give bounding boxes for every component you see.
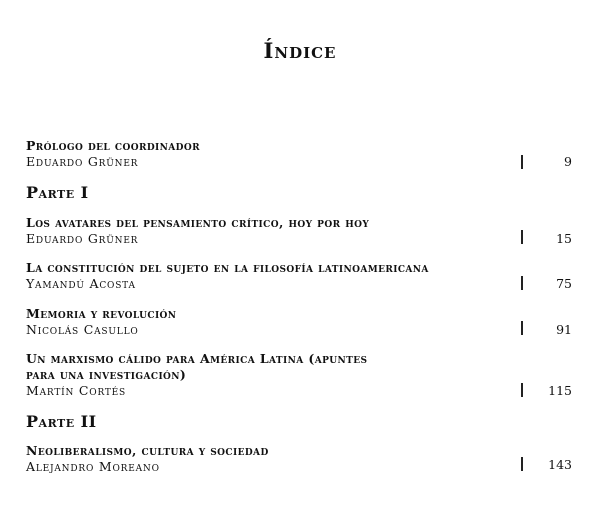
entry-title: Un marxismo cálido para América Latina (apuntes (26, 351, 368, 366)
separator-bar (521, 155, 523, 169)
entry-author: Alejandro Moreano (26, 459, 160, 474)
separator-bar (521, 457, 523, 471)
entry-title: Neoliberalismo, cultura y sociedad (26, 443, 269, 458)
entry-author: Eduardo Grüner (26, 231, 139, 246)
entry-title: La constitución del sujeto en la filosofía latinoamericana (26, 260, 429, 275)
entry-author: Martín Cortés (26, 383, 127, 398)
entry-author: Nicolás Casullo (26, 322, 139, 337)
part-heading: Parte I (26, 183, 89, 202)
entry-title-line2: para una investigación) (26, 367, 187, 382)
entry-title: Los avatares del pensamiento crítico, hoy por hoy (26, 215, 370, 230)
entry-page-number: 9 (564, 154, 572, 169)
separator-bar (521, 321, 523, 335)
separator-bar (521, 276, 523, 290)
entry-author: Yamandú Acosta (26, 276, 136, 291)
entry-page-number: 91 (556, 322, 572, 337)
entry-author: Eduardo Grüner (26, 154, 139, 169)
page-title: Índice (263, 38, 337, 63)
part-heading: Parte II (26, 412, 97, 431)
separator-bar (521, 383, 523, 397)
entry-page-number: 15 (556, 231, 572, 246)
entry-page-number: 143 (548, 457, 572, 472)
entry-title: Prólogo del coordinador (26, 138, 200, 153)
entry-page-number: 115 (548, 383, 572, 398)
entry-page-number: 75 (556, 276, 572, 291)
entry-title: Memoria y revolución (26, 306, 177, 321)
separator-bar (521, 230, 523, 244)
